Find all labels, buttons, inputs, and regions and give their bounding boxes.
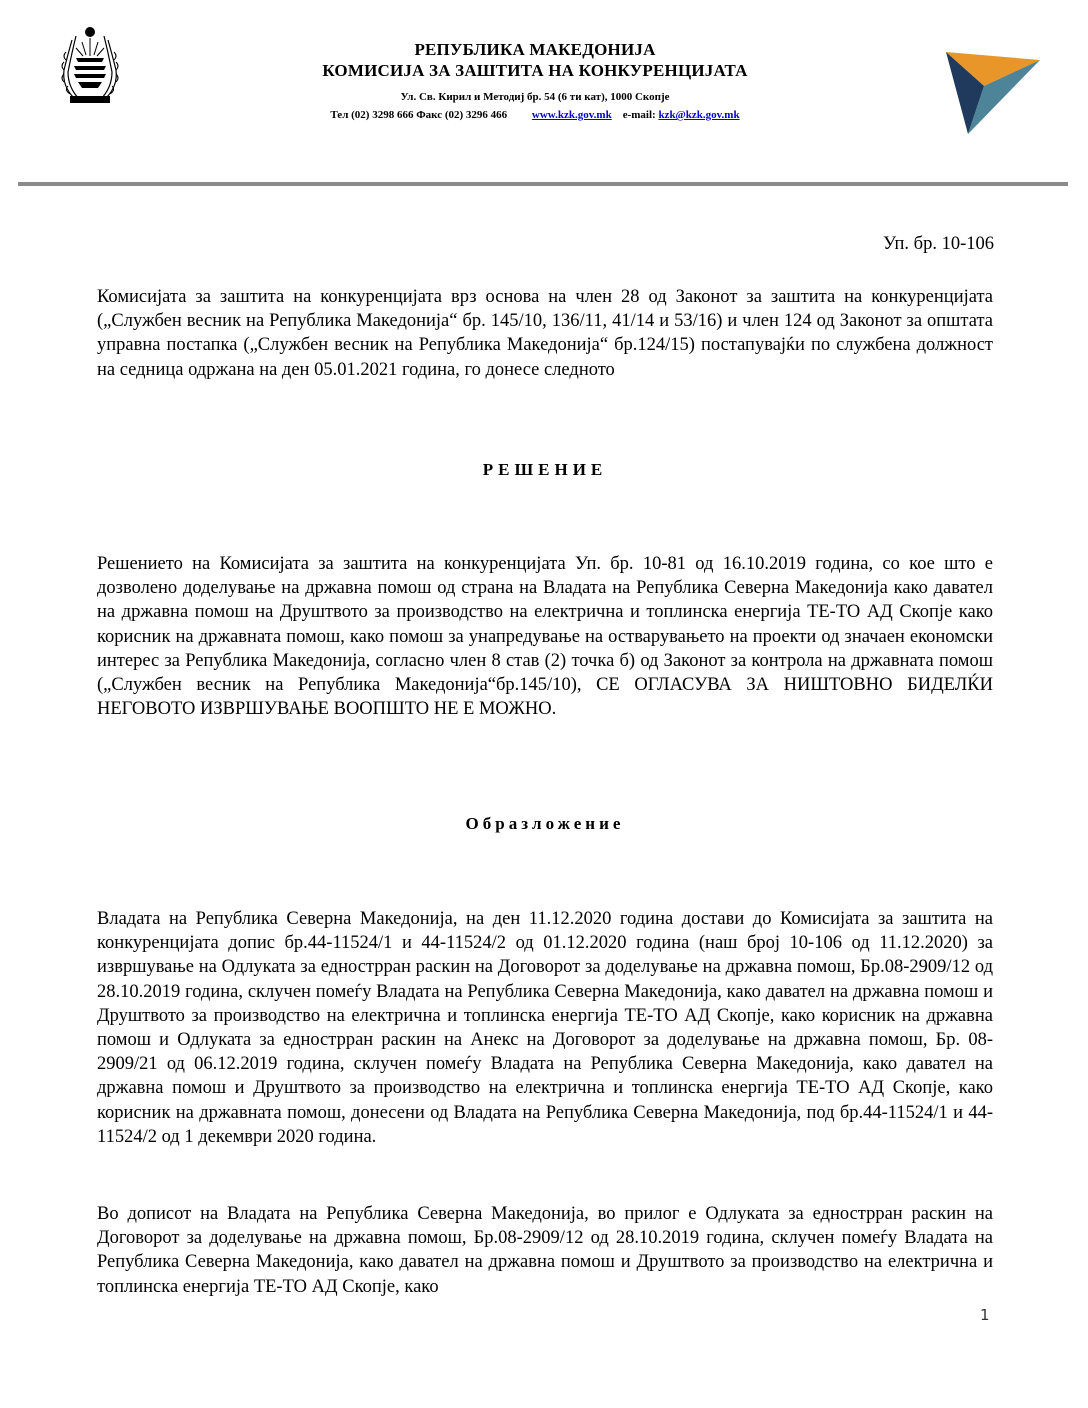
reasoning-paragraph-2: Во дописот на Владата на Република Северна Македонија, во прилог е Одлуката за еднострран раскин на Договорот за доделување на државна помош, Бр.08-2909/12 од 28.10.2019 година, склучен помеѓу Владата на Република Северна Македонија, како давател на државна помош и Друштвото за производство на електрична и топлинска енергија ТЕ-ТО АД Скопје, како [97,1204,993,1297]
website-link[interactable]: www.kzk.gov.mk [531,109,612,121]
letterhead-address: Ул. Св. Кирил и Методиј бр. 54 (6 ти кат), 1000 Скопје [400,91,670,103]
commission-logo [944,46,1042,138]
header-divider [18,182,1068,186]
reasoning-paragraph-1: Владата на Република Северна Македонија, на ден 11.12.2020 година достави до Комисијата за заштита на конкуренцијата допис бр.44-11524/1 и 44-11524/2 од 01.12.2020 година (наш број 10-106 од 11.12.2020) за извршување на Одлуката за еднострран раскин на Договорот за доделување на државна помош, Бр.08-2909/12 од 28.10.2019 година, склучен помеѓу Владата на Република Северна Македонија, како давател на државна помош и Друштвото за производство на електрична и топлинска енергија ТЕ-ТО АД Скопје, како корисник на државна помош и Одлуката за еднострран раскин на Анекс на Договорот за доделување на државна помош, Бр. 08-2909/21 од 06.12.2019 година, склучен помеѓу Владата на Република Северна Македонија, како давател на државна помош и Друштвото за производство на електрична и топлинска енергија ТЕ-ТО АД Скопје, како корисник на државната помош, донесени од Владата на Република Северна Македонија, под бр.44-11524/1 и 44-11524/2 од 1 декември 2020 година. [97,909,993,1147]
email-link[interactable]: kzk@kzk.gov.mk [658,109,740,121]
reasoning-heading: Образложение [465,814,625,833]
decision-paragraph: Решението на Комисијата за заштита на конкуренцијата Уп. бр. 10-81 од 16.10.2019 година, со кое што е дозволено доделување на државна помош од страна на Владата на Република Северна Македонија како давател на државна помош на Друштвото за производство на електрична и топлинска енергија ТЕ-ТО АД Скопје како корисник на државната помош, како помош за унапредување на остварувањето на проекти од значаен економски интерес за Република Македонија, согласно член 8 став (2) точка б) од Законот за контрола на државната помош („Службен весник на Република Македонија“бр.145/10), СЕ ОГЛАСУВА ЗА НИШТОВНО БИДЕЛЌИ НЕГОВОТО ИЗВРШУВАЊЕ ВООПШТО НЕ Е МОЖНО. [97,554,993,720]
letterhead-country: РЕПУБЛИКА МАКЕДОНИЈА [414,40,656,59]
page-number: 1 [980,1306,990,1324]
coat-of-arms-emblem [50,22,130,112]
letterhead-contact [250,108,820,122]
email-label: e-mail: [622,109,656,121]
decision-heading: РЕШЕНИЕ [482,460,608,479]
letterhead [250,40,820,122]
case-number: Уп. бр. 10-106 [883,234,994,254]
intro-paragraph: Комисијата за заштита на конкуренцијата врз основа на член 28 од Законот за заштита на конкуренцијата („Службен весник на Република Македонија“ бр. 145/10, 136/11, 41/14 и 53/16) и член 124 од Законот за општата управна постапка („Службен весник на Република Македонија“ бр.124/15) постапувајќи по службена должност на седница одржана на ден 05.01.2021 година, го донесе следното [97,287,993,380]
letterhead-institution: КОМИСИЈА ЗА ЗАШТИТА НА КОНКУРЕНЦИЈАТА [322,61,748,80]
letterhead-phone-fax: Тел (02) 3298 666 Факс (02) 3296 466 [330,109,508,121]
